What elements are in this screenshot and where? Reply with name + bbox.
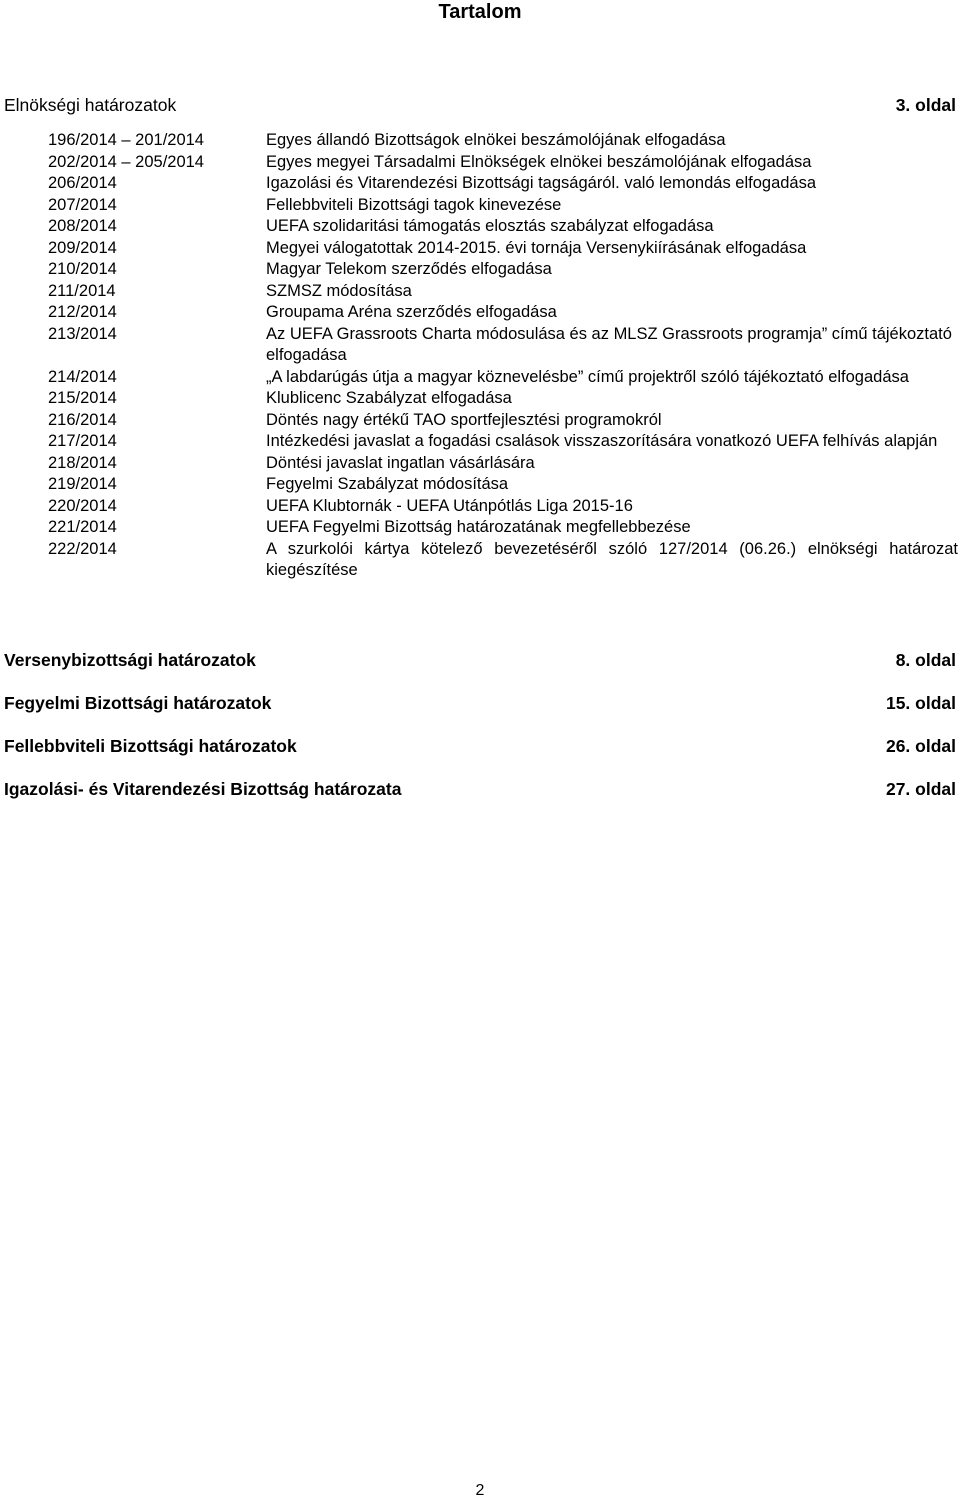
toc-entry <box>0 474 960 496</box>
page-number: 2 <box>475 1482 485 1499</box>
resolution-number: 219/2014 <box>48 475 117 493</box>
resolution-number: 214/2014 <box>48 367 117 386</box>
resolution-description: Egyes megyei Társadalmi Elnökségek elnökei beszámolójának elfogadása <box>266 152 812 171</box>
resolution-description: SZMSZ módosítása <box>266 281 412 300</box>
section-page: 26. oldal <box>885 736 956 756</box>
resolution-number: 222/2014 <box>48 539 117 558</box>
resolution-description: A szurkolói kártya kötelező bevezetéséről szóló 127/2014 (06.26.) elnökségi határozat kiegészítése <box>266 539 958 579</box>
toc-entry <box>0 238 960 260</box>
resolution-number: 221/2014 <box>48 518 117 536</box>
toc-entry <box>0 410 960 432</box>
resolution-number: 211/2014 <box>48 281 116 300</box>
resolution-description: Intézkedési javaslat a fogadási csalások visszaszorítására vonatkozó UEFA felhívás alapján <box>266 432 938 450</box>
resolution-description: UEFA szolidaritási támogatás elosztás szabályzat elfogadása <box>266 217 714 235</box>
toc-entry <box>0 324 960 367</box>
resolution-number: 206/2014 <box>48 174 117 192</box>
toc-entry <box>0 539 960 582</box>
section-page: 27. oldal <box>885 779 956 799</box>
toc-entry <box>0 130 960 152</box>
toc-entry <box>0 173 960 195</box>
resolution-number: 220/2014 <box>48 496 117 515</box>
resolution-description: Klublicenc Szabályzat elfogadása <box>266 389 512 407</box>
section-page: 3. oldal <box>895 95 956 115</box>
toc-section-fellebbviteli <box>4 736 956 757</box>
toc-entry <box>0 281 960 303</box>
section-page: 8. oldal <box>895 650 956 670</box>
toc-entry <box>0 431 960 453</box>
resolution-description: Groupama Aréna szerződés elfogadása <box>266 303 557 321</box>
resolution-number: 196/2014 – 201/2014 <box>48 131 204 149</box>
resolution-number: 207/2014 <box>48 195 117 214</box>
resolution-number: 216/2014 <box>48 410 117 429</box>
resolution-description: UEFA Fegyelmi Bizottság határozatának megfellebbezése <box>266 518 691 536</box>
resolution-number: 218/2014 <box>48 453 117 472</box>
section-title: Versenybizottsági határozatok <box>4 650 256 670</box>
toc-section-igazolasi <box>4 779 956 800</box>
resolution-number: 208/2014 <box>48 217 117 235</box>
resolution-description: Döntés nagy értékű TAO sportfejlesztési programokról <box>266 410 662 429</box>
toc-entry <box>0 453 960 475</box>
toc-entry <box>0 496 960 518</box>
toc-entry <box>0 517 960 539</box>
toc-section-fegyelmi <box>4 693 956 714</box>
toc-section-elnoksegi <box>4 95 956 116</box>
page-title: Tartalom <box>438 1 522 23</box>
toc-entry <box>0 259 960 281</box>
resolution-number: 202/2014 – 205/2014 <box>48 152 204 171</box>
toc-entry-list <box>0 130 960 582</box>
toc-section-versenybizottsagi <box>4 650 956 671</box>
section-title: Elnökségi határozatok <box>4 95 177 115</box>
section-title: Fegyelmi Bizottsági határozatok <box>4 693 272 713</box>
resolution-number: 212/2014 <box>48 303 117 321</box>
resolution-description: Megyei válogatottak 2014-2015. évi tornája Versenykiírásának elfogadása <box>266 238 807 257</box>
toc-entry <box>0 388 960 410</box>
resolution-description: Fegyelmi Szabályzat módosítása <box>266 475 509 493</box>
toc-entry <box>0 367 960 389</box>
resolution-description: „A labdarúgás útja a magyar köznevelésbe” című projektről szóló tájékoztató elfogadása <box>266 367 909 386</box>
section-title: Igazolási- és Vitarendezési Bizottság határozata <box>4 779 402 799</box>
resolution-description: Fellebbviteli Bizottsági tagok kinevezése <box>266 195 562 214</box>
resolution-number: 215/2014 <box>48 389 117 407</box>
toc-entry <box>0 195 960 217</box>
resolution-description: Egyes állandó Bizottságok elnökei beszámolójának elfogadása <box>266 131 726 149</box>
resolution-description: UEFA Klubtornák - UEFA Utánpótlás Liga 2015-16 <box>266 496 633 515</box>
resolution-number: 210/2014 <box>48 260 117 278</box>
toc-entry <box>0 216 960 238</box>
toc-entry <box>0 302 960 324</box>
section-title: Fellebbviteli Bizottsági határozatok <box>4 736 297 756</box>
resolution-description: Igazolási és Vitarendezési Bizottsági tagságáról. való lemondás elfogadása <box>266 174 817 192</box>
resolution-number: 209/2014 <box>48 238 117 257</box>
resolution-description: Magyar Telekom szerződés elfogadása <box>266 260 552 278</box>
resolution-description: Az UEFA Grassroots Charta módosulása és az MLSZ Grassroots programja” című tájékoztató elfogadása <box>266 324 952 364</box>
resolution-description: Döntési javaslat ingatlan vásárlására <box>266 453 535 472</box>
section-page: 15. oldal <box>885 693 956 713</box>
resolution-number: 217/2014 <box>48 432 117 450</box>
toc-entry <box>0 152 960 174</box>
resolution-number: 213/2014 <box>48 324 117 343</box>
